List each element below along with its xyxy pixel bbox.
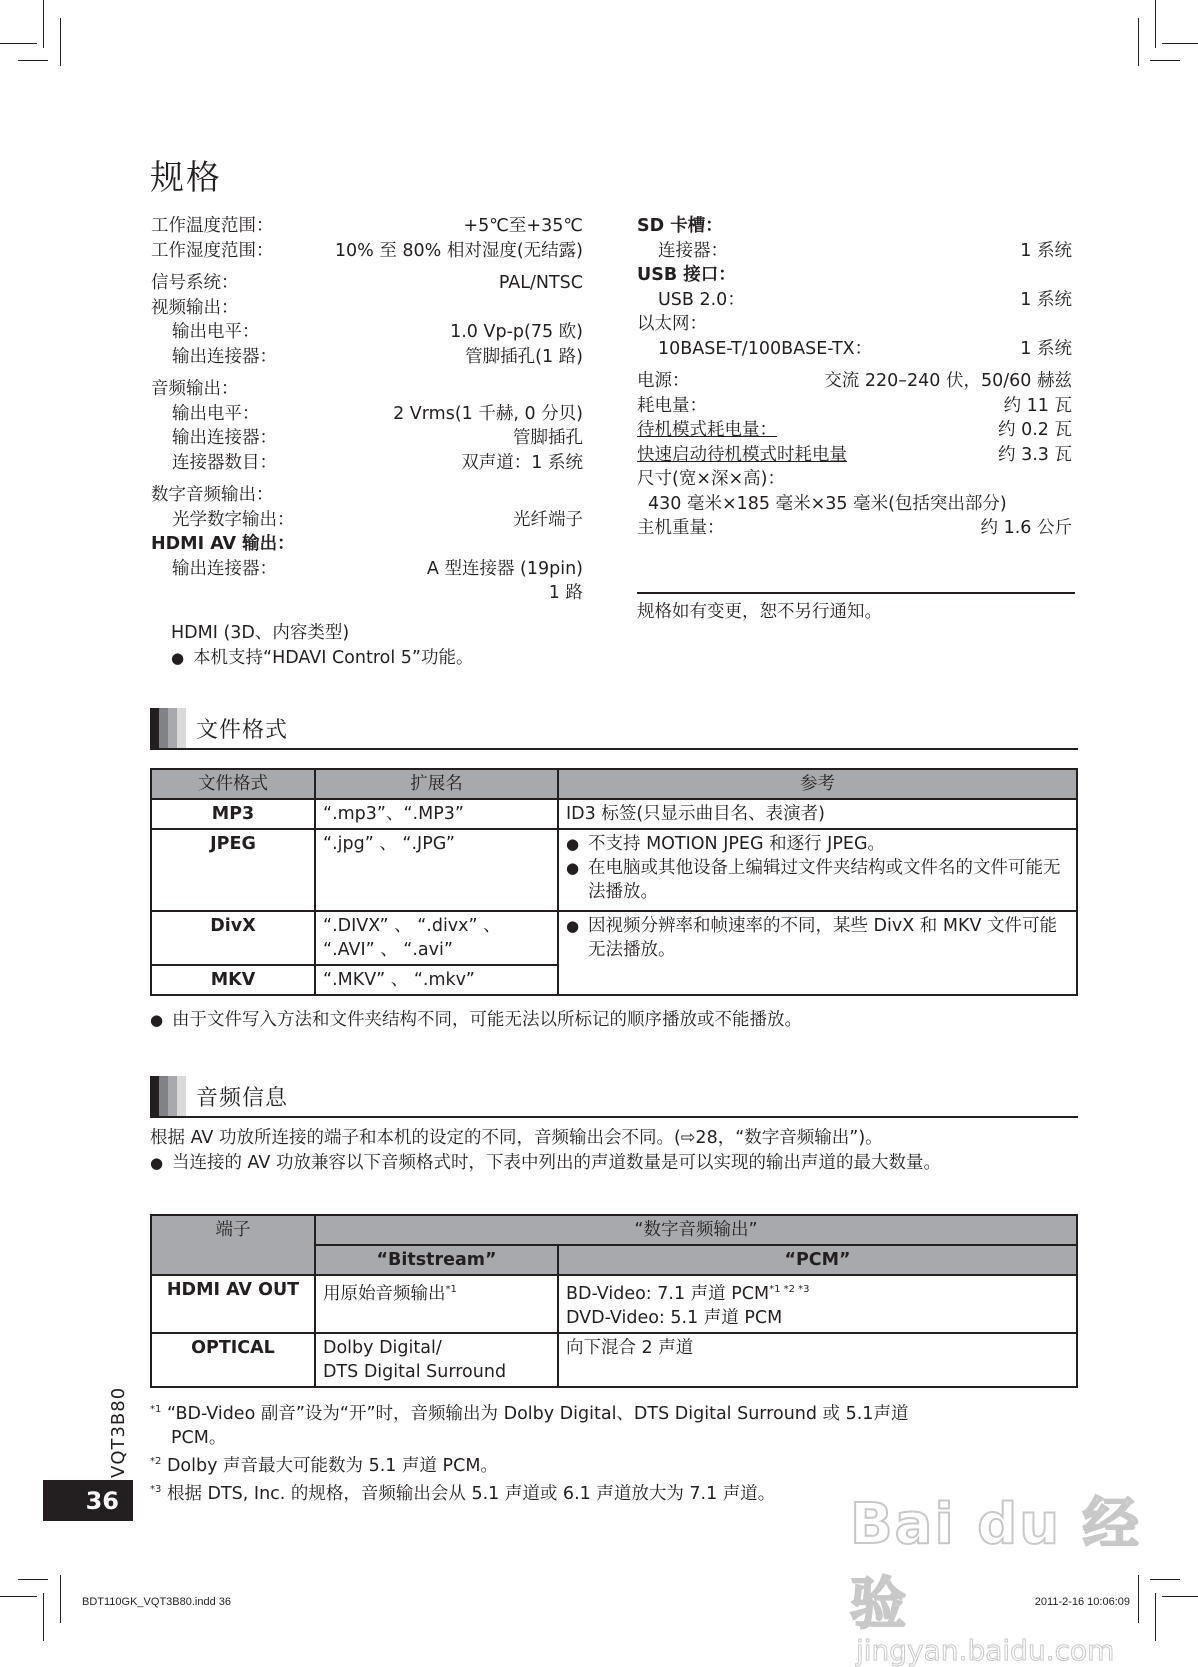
spec-row	[151, 451, 583, 476]
format-cell: DivX	[151, 911, 315, 965]
table-row	[151, 1333, 1077, 1387]
spec-label: 数字音频输出：	[151, 485, 274, 505]
col-header-ext: 扩展名	[315, 769, 558, 799]
crop-mark	[1150, 60, 1180, 61]
spec-label: 输出电平：	[172, 403, 260, 424]
spec-label: 输出连接器：	[172, 428, 277, 448]
table-row	[151, 1275, 1077, 1333]
spec-row	[151, 296, 583, 321]
col-header-ref: 参考	[558, 769, 1077, 799]
spec-value: A 型连接器 (19pin)	[426, 558, 583, 579]
spec-row	[637, 516, 1072, 541]
spec-row	[637, 443, 1072, 468]
spec-value: 1.0 Vp-p(75 欧)	[450, 322, 583, 342]
spec-row	[151, 271, 583, 296]
bitstream-cell	[315, 1275, 558, 1333]
pcm-cell	[558, 1275, 1077, 1333]
file-format-table	[150, 768, 1078, 996]
spec-value: 10% 至 80% 相对湿度(无结露)	[334, 240, 583, 261]
spec-row	[151, 483, 583, 508]
spec-value: 1 系统	[1020, 338, 1072, 359]
spec-value: 约 3.3 瓦	[998, 444, 1072, 465]
spec-label: 音频输出：	[151, 379, 239, 399]
spec-value: 管脚插孔	[513, 428, 583, 448]
spec-label: 工作温度范围：	[151, 216, 274, 236]
col-header-digital-out: “数字音频输出”	[315, 1215, 1077, 1245]
col-header-pcm: “PCM”	[558, 1245, 1077, 1275]
spec-label: 待机模式耗电量：	[637, 420, 777, 440]
spec-row	[151, 402, 583, 427]
ext-line: “.DIVX” 、 “.divx” 、	[323, 916, 501, 936]
spec-label: 光学数字输出：	[172, 509, 295, 530]
ext-cell: “.jpg” 、 “.JPG”	[315, 829, 558, 911]
section-bars-icon	[150, 1076, 186, 1116]
spec-label: 快速启动待机模式时耗电量	[637, 444, 847, 465]
table-row	[151, 799, 1077, 829]
footnote-1-cont: PCM。	[171, 1427, 227, 1448]
table-row	[151, 829, 1077, 911]
terminal-cell: HDMI AV OUT	[151, 1275, 315, 1333]
slug-timestamp: 2011-2-16 10:06:09	[1034, 1596, 1130, 1608]
crop-mark	[60, 18, 61, 66]
spec-label: 工作湿度范围：	[151, 240, 274, 261]
spec-divider	[637, 592, 1075, 594]
crop-mark	[0, 43, 37, 44]
pcm-line: DVD-Video: 5.1 声道 PCM	[566, 1307, 783, 1328]
ref-bullet: ● 不支持 MOTION JPEG 和逐行 JPEG。	[566, 832, 1069, 856]
spec-label: 耗电量：	[637, 395, 707, 416]
spec-row	[151, 345, 583, 370]
spec-value: 双声道：1 系统	[461, 452, 583, 473]
spec-value: 约 11 瓦	[1003, 395, 1072, 416]
spec-value: PAL/NTSC	[498, 273, 583, 293]
format-cell: JPEG	[151, 829, 315, 911]
watermark-main: Bai du 经验	[850, 1492, 1141, 1637]
spec-label: 连接器数目：	[172, 452, 277, 473]
spec-row	[637, 288, 1072, 313]
footnote-2: $^{*2}$ Dolby 声音最大可能数为 5.1 声道 PCM。	[150, 1455, 498, 1476]
spec-row	[637, 337, 1072, 362]
spec-label: 输出连接器：	[172, 346, 277, 367]
ext-cell: “.mp3”、“.MP3”	[315, 799, 558, 829]
spec-row	[637, 263, 1072, 288]
spec-row	[151, 320, 583, 345]
spec-label: SD 卡槽：	[637, 216, 723, 236]
section-title: 音频信息	[196, 1085, 289, 1111]
footnote-ref: *1	[445, 1284, 457, 1295]
pcm-line: BD-Video: 7.1 声道 PCM	[566, 1283, 770, 1304]
crop-mark	[1138, 18, 1139, 66]
spec-row	[637, 312, 1072, 337]
crop-mark	[1155, 0, 1156, 48]
spec-row	[151, 426, 583, 451]
ref-bullet: ● 在电脑或其他设备上编辑过文件夹结构或文件名的文件可能无法播放。	[566, 856, 1069, 904]
bitstream-line: Dolby Digital/	[323, 1337, 442, 1358]
col-header-terminal: 端子	[151, 1215, 315, 1275]
audio-table	[150, 1214, 1078, 1388]
spec-label: 以太网：	[637, 314, 707, 334]
ref-bullet: ● 因视频分辨率和帧速率的不同，某些 DivX 和 MKV 文件可能无法播放。	[566, 914, 1069, 962]
section-header-audio	[150, 1076, 1078, 1118]
col-header-bitstream: “Bitstream”	[315, 1245, 558, 1275]
file-format-footnote	[150, 1008, 802, 1033]
spec-row	[637, 394, 1072, 419]
spec-label: 电源：	[637, 371, 690, 391]
hdmi-bullet	[171, 644, 473, 669]
ext-cell	[315, 911, 558, 965]
spec-row	[151, 581, 583, 606]
spec-label: 输出连接器：	[172, 558, 277, 579]
crop-mark	[43, 0, 44, 48]
ext-cell: “.MKV” 、 “.mkv”	[315, 965, 558, 995]
page-title: 规格	[150, 158, 222, 198]
audio-bullet	[150, 1151, 1072, 1176]
specs-left-column	[151, 214, 583, 606]
spec-row	[151, 508, 583, 533]
spec-row	[637, 467, 1072, 492]
spec-value: 2 Vrms(1 千赫, 0 分贝)	[393, 403, 583, 424]
crop-mark	[43, 1593, 44, 1641]
table-header-row	[151, 1215, 1077, 1245]
hdmi-note: HDMI (3D、内容类型)	[171, 623, 350, 643]
spec-label: HDMI AV 输出：	[151, 534, 295, 554]
spec-label: 430 毫米×185 毫米×35 毫米(包括突出部分)	[648, 493, 1007, 514]
spec-value: 交流 220–240 伏，50/60 赫兹	[824, 371, 1072, 391]
spec-row	[151, 532, 583, 557]
spec-row	[637, 239, 1072, 264]
spec-row	[637, 214, 1072, 239]
ref-cell: ID3 标签(只显示曲目名、表演者)	[558, 799, 1077, 829]
page-number: 36	[43, 1480, 133, 1521]
spec-value: 约 0.2 瓦	[998, 420, 1072, 440]
pcm-cell: 向下混合 2 声道	[558, 1333, 1077, 1387]
crop-mark	[0, 1596, 37, 1597]
spec-value: 1 系统	[1020, 240, 1072, 261]
spec-label: 主机重量：	[637, 518, 725, 538]
spec-label: USB 接口：	[637, 265, 736, 285]
bitstream-cell	[315, 1333, 558, 1387]
spec-label: 尺寸(宽×深×高)：	[637, 469, 785, 489]
spec-row	[637, 369, 1072, 394]
spec-label: 连接器：	[658, 240, 728, 261]
hdmi-bullet-text: 本机支持“HDAVI Control 5”功能。	[193, 648, 474, 668]
spec-row	[151, 239, 583, 264]
spec-row	[151, 377, 583, 402]
watermark-sub: jingyan.baidu.com	[856, 1634, 1115, 1667]
section-bars-icon	[150, 708, 186, 748]
crop-mark	[18, 1579, 48, 1580]
footnote-ref: *1 *2 *3	[769, 1284, 810, 1295]
bitstream-text: 用原始音频输出	[323, 1283, 446, 1304]
crop-mark	[1162, 43, 1198, 44]
spec-label: USB 2.0：	[658, 289, 745, 310]
spec-row	[151, 214, 583, 239]
baidu-watermark	[850, 1480, 1198, 1667]
crop-mark	[60, 1575, 61, 1623]
spec-value: 管脚插孔(1 路)	[465, 346, 583, 367]
footnote-3: $^{*3}$ 根据 DTS, Inc. 的规格，音频输出会从 5.1 声道或 6.1 声道放大为 7.1 声道。	[150, 1483, 776, 1504]
spec-value: +5℃至+35℃	[463, 216, 583, 236]
document-code: VQT3B80	[108, 1386, 129, 1478]
spec-notice: 规格如有变更，恕不另行通知。	[637, 602, 882, 622]
specs-right-column	[637, 214, 1072, 541]
ref-cell	[558, 911, 1077, 995]
spec-label: 输出电平：	[172, 322, 260, 342]
table-row	[151, 911, 1077, 965]
ext-line: “.AVI” 、 “.avi”	[323, 940, 453, 960]
spec-row	[637, 418, 1072, 443]
spec-value: 1 系统	[1020, 289, 1072, 310]
ref-cell	[558, 829, 1077, 911]
section-title: 文件格式	[196, 717, 289, 743]
format-cell: MP3	[151, 799, 315, 829]
terminal-cell: OPTICAL	[151, 1333, 315, 1387]
spec-label: 10BASE-T/100BASE-TX：	[658, 338, 873, 359]
crop-mark	[18, 60, 48, 61]
audio-intro: 根据 AV 功放所连接的端子和本机的设定的不同，音频输出会不同。(⇨28，“数字音频输出”)。	[150, 1128, 883, 1148]
audio-bullet-text: 当连接的 AV 功放兼容以下音频格式时，下表中列出的声道数量是可以实现的输出声道的最大数量。	[172, 1153, 941, 1173]
spec-row	[637, 492, 1072, 517]
bitstream-line: DTS Digital Surround	[323, 1361, 507, 1382]
spec-value: 光纤端子	[513, 509, 583, 530]
slug-filename: BDT110GK_VQT3B80.indd 36	[82, 1596, 231, 1608]
format-cell: MKV	[151, 965, 315, 995]
table-header-row	[151, 769, 1077, 799]
spec-value: 约 1.6 公斤	[980, 518, 1072, 538]
footnote-1: $^{*1}$ “BD-Video 副音”设为“开”时，音频输出为 Dolby Digital、DTS Digital Surround 或 5.1声道	[150, 1403, 909, 1424]
col-header-format: 文件格式	[151, 769, 315, 799]
spec-row	[151, 557, 583, 582]
section-header-file-format	[150, 708, 1078, 750]
file-format-footnote-text: 由于文件写入方法和文件夹结构不同，可能无法以所标记的顺序播放或不能播放。	[172, 1010, 802, 1030]
spec-value: 1 路	[548, 583, 583, 603]
spec-label: 视频输出：	[151, 297, 239, 318]
spec-label: 信号系统：	[151, 273, 239, 293]
